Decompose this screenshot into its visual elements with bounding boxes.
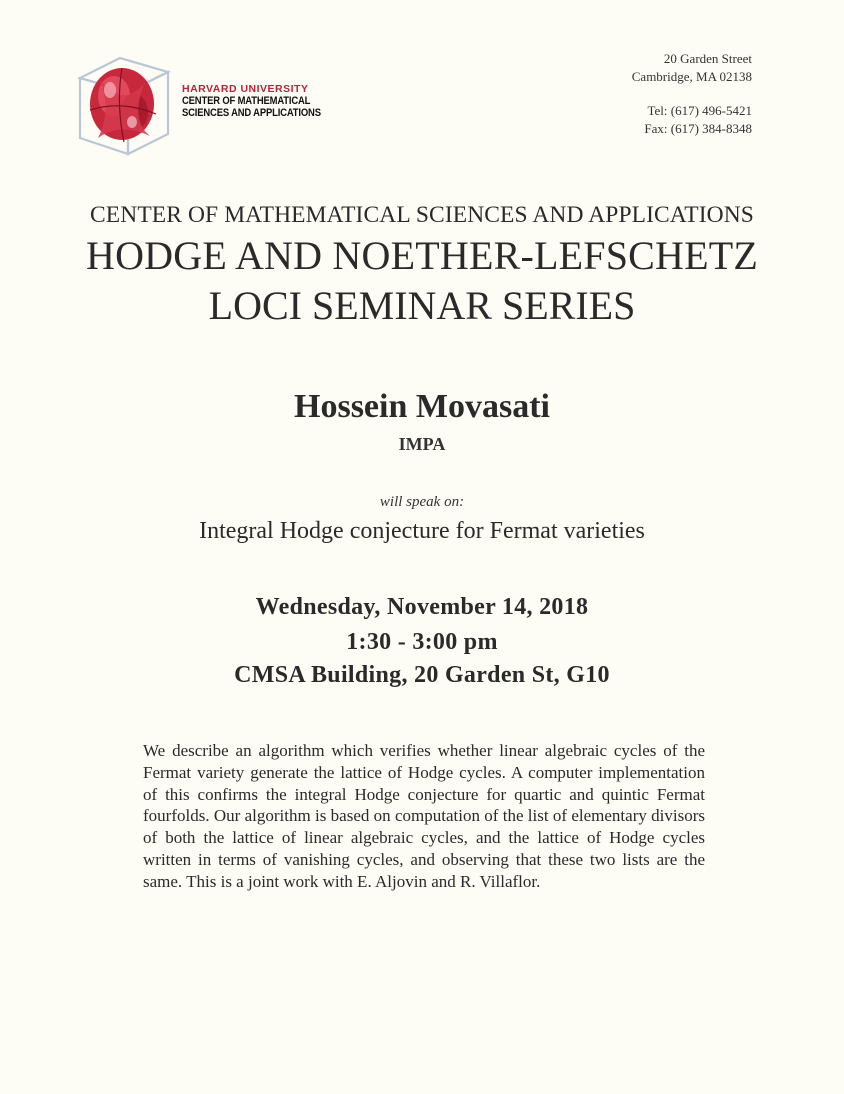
logo-university: HARVARD UNIVERSITY	[182, 83, 309, 95]
seminar-title-line2: LOCI SEMINAR SERIES	[208, 283, 636, 328]
cmsa-logo	[70, 50, 330, 160]
seminar-title-line1: HODGE AND NOETHER-LEFSCHETZ	[85, 233, 759, 278]
speaker-affiliation: IMPA	[398, 434, 446, 454]
address-fax: Fax: (617) 384-8348	[644, 121, 752, 136]
address-tel: Tel: (617) 496-5421	[647, 103, 752, 118]
talk-intro: will speak on:	[379, 494, 465, 510]
talk-title: Integral Hodge conjecture for Fermat varieties	[199, 518, 645, 544]
event-date: Wednesday, November 14, 2018	[255, 594, 589, 620]
red-sphere-cube-logo-icon	[70, 50, 178, 158]
logo-center-line2: SCIENCES AND APPLICATIONS	[182, 107, 321, 119]
logo-center-line1: CENTER OF MATHEMATICAL	[182, 95, 311, 107]
address-street: 20 Garden Street	[663, 51, 752, 66]
event-time: 1:30 - 3:00 pm	[346, 629, 498, 655]
talk-abstract: We describe an algorithm which verifies whether linear algebraic cycles of the Fermat variety generate the lattice of Hodge cycles. A computer implementation of this confirms the integral Hodge conjecture for quartic and quintic Fermat fourfolds. Our algorithm is based on computation of the list of elementary divisors of both the lattice of linear algebraic cycles, and the lattice of Hodge cycles written in terms of vanishing cycles, and observing that these two lists are the same. This is a joint work with E. Aljovin and R. Villaflor.	[143, 741, 705, 891]
address-city: Cambridge, MA 02138	[631, 69, 752, 84]
event-location: CMSA Building, 20 Garden St, G10	[234, 662, 610, 688]
contact-address	[632, 50, 752, 138]
speaker-name: Hossein Movasati	[294, 388, 550, 425]
logo-wordmark	[182, 83, 343, 119]
organization-heading: CENTER OF MATHEMATICAL SCIENCES AND APPLICATIONS	[90, 202, 754, 228]
